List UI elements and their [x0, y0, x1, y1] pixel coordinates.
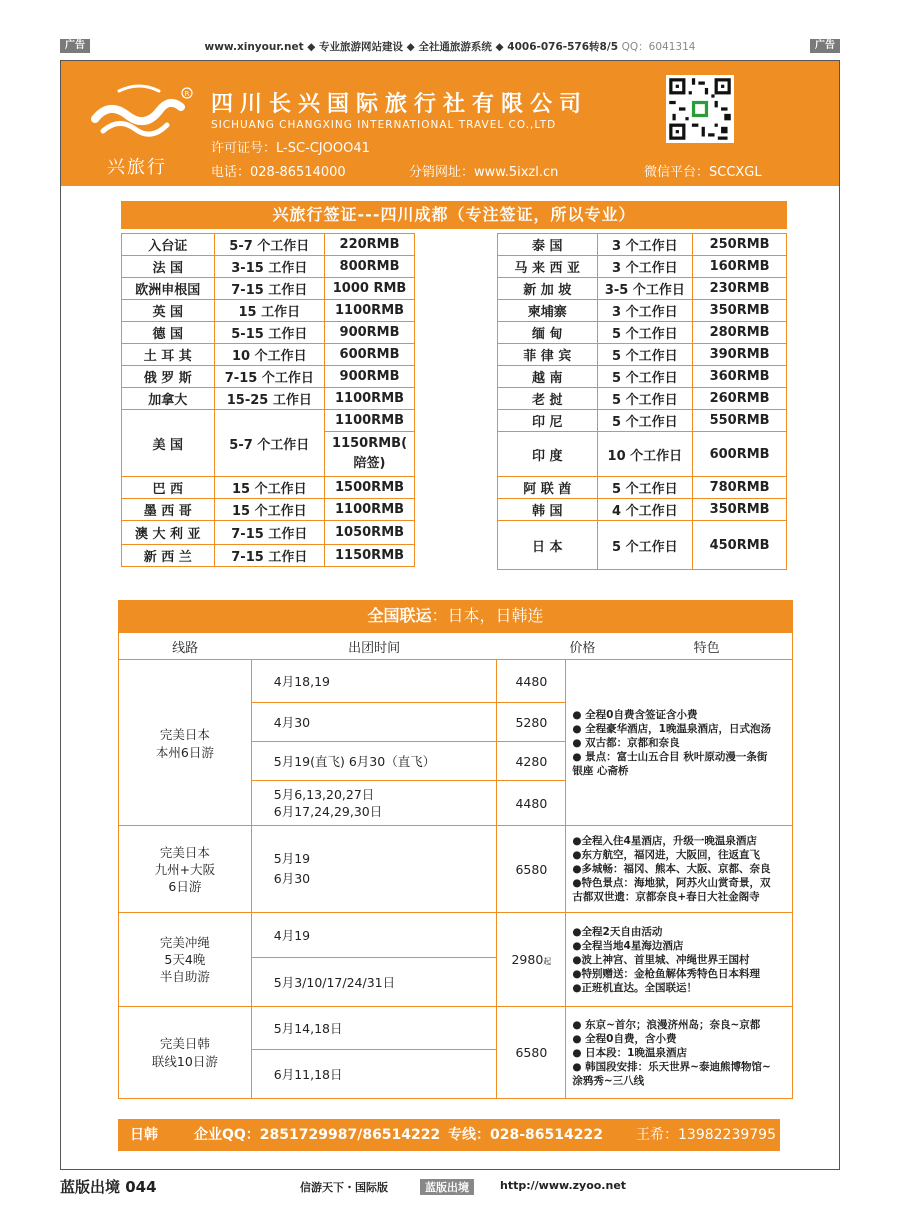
tour-name-line: 6日游 [168, 878, 202, 894]
visa-price: 1100RMB [325, 410, 415, 432]
visa-country: 新 加 坡 [498, 278, 598, 300]
qr-code-icon [666, 75, 734, 143]
tour-features [566, 660, 793, 826]
tour-name [119, 913, 252, 1007]
visa-price: 780RMB [693, 477, 787, 499]
tour-name [119, 660, 252, 826]
contact-bar [118, 1119, 780, 1151]
tour-name-line: 完美日本 [159, 844, 210, 860]
tour-date-line: 6月30 [273, 871, 311, 886]
tour-price-value: 2980 [511, 952, 544, 967]
visa-days: 7-15 个工作日 [214, 366, 325, 388]
feature-line: ● 全程豪华酒店，1晚温泉酒店，日式泡汤 [572, 722, 771, 735]
visa-days: 3 个工作日 [597, 256, 693, 278]
visa-price: 1100RMB [325, 499, 415, 521]
visa-price: 550RMB [693, 410, 787, 432]
visa-price: 160RMB [693, 256, 787, 278]
visa-days: 7-15 工作日 [214, 545, 325, 567]
feature-line: 涂鸦秀~三八线 [572, 1074, 645, 1087]
tour-row [119, 826, 793, 913]
feature-line: ●波上神宫、首里城、冲绳世界王国村 [572, 953, 750, 966]
company-name-en: SICHUANG CHANGXING INTERNATIONAL TRAVEL CO.,LTD [211, 119, 557, 131]
license-number: 许可证号：L-SC-CJOOO41 [211, 141, 370, 156]
visa-price-line: 陪签) [353, 456, 386, 471]
tour-date: 4月19 [251, 913, 497, 958]
visa-row [498, 521, 787, 570]
feature-line: ● 双古都：京都和奈良 [572, 736, 680, 749]
visa-row [122, 499, 415, 521]
visa-row [498, 477, 787, 499]
tour-name-line: 半自助游 [159, 969, 210, 984]
visa-country: 俄 罗 斯 [122, 366, 215, 388]
visa-days: 5-7 个工作日 [214, 234, 325, 256]
tour-name-line: 九州+大阪 [154, 861, 216, 877]
feature-line: ●特别赠送：金枪鱼解体秀特色日本料理 [572, 967, 761, 980]
feature-line: ●多城畅：福冈、熊本、大阪、京都、奈良 [572, 863, 771, 875]
visa-country: 印 度 [498, 432, 598, 477]
visa-country: 印 尼 [498, 410, 598, 432]
tour-price-suffix: 起 [543, 957, 552, 966]
tour-date: 6月11,18日 [251, 1050, 497, 1099]
visa-row [122, 278, 415, 300]
header-dates: 出团时间 [251, 633, 497, 660]
visa-price: 1000 RMB [325, 278, 415, 300]
visa-row [498, 366, 787, 388]
visa-country: 美 国 [122, 410, 215, 477]
visa-price: 450RMB [693, 521, 787, 570]
tour-price: 6580 [497, 826, 566, 913]
tours-table [118, 632, 793, 1099]
visa-row [122, 344, 415, 366]
visa-price: 1150RMB [325, 545, 415, 567]
visa-row [122, 322, 415, 344]
visa-row [122, 410, 415, 432]
tour-features [566, 1007, 793, 1099]
feature-line: ● 东京~首尔；浪漫济州岛；奈良~京都 [572, 1018, 761, 1031]
visa-price: 230RMB [693, 278, 787, 300]
tour-name-line: 完美冲绳 [159, 935, 210, 950]
visa-country: 欧洲申根国 [122, 278, 215, 300]
visa-country: 澳 大 利 亚 [122, 521, 215, 545]
feature-line: ●特色景点：海地狱，阿苏火山赏奇景，双 [572, 877, 771, 889]
tour-price: 4480 [497, 781, 566, 826]
tour-date: 5月14,18日 [251, 1007, 497, 1050]
contact-qq: 企业QQ：2851729987/86514222 [194, 1127, 441, 1143]
visa-days: 7-15 工作日 [214, 521, 325, 545]
visa-country: 巴 西 [122, 477, 215, 499]
company-name-cn: 四川长兴国际旅行社有限公司 [211, 92, 589, 117]
visa-days: 5 个工作日 [597, 366, 693, 388]
visa-days: 5 个工作日 [597, 410, 693, 432]
tour-row [119, 1007, 793, 1050]
visa-country: 马 来 西 亚 [498, 256, 598, 278]
top-ad-text: www.xinyour.net ◆ 专业旅游网站建设 ◆ 全社通旅游系统 ◆ 4006-076-576转8/5 [204, 41, 618, 53]
visa-price: 390RMB [693, 344, 787, 366]
tour-features [566, 826, 793, 913]
feature-line: ● 全程0自费含签证含小费 [572, 708, 698, 721]
feature-line: ● 韩国段安排：乐天世界~泰迪熊博物馆~ [572, 1060, 771, 1073]
tour-name-line: 完美日本 [159, 726, 210, 742]
visa-country: 加拿大 [122, 388, 215, 410]
visa-price: 350RMB [693, 499, 787, 521]
visa-country: 越 南 [498, 366, 598, 388]
visa-price: 220RMB [325, 234, 415, 256]
visa-days: 5 个工作日 [597, 388, 693, 410]
feature-line: ● 日本段：1晚温泉酒店 [572, 1046, 687, 1059]
tour-name-line: 本州6日游 [155, 744, 214, 760]
visa-days: 3 个工作日 [597, 300, 693, 322]
visa-row [122, 300, 415, 322]
visa-days: 3-15 工作日 [214, 256, 325, 278]
visa-days: 5-7 个工作日 [214, 410, 325, 477]
feature-line: ●全程入住4星酒店，升级一晚温泉酒店 [572, 835, 757, 847]
tours-section-title [118, 600, 793, 632]
svg-text:R: R [184, 90, 190, 98]
tour-name-line: 完美日韩 [159, 1035, 210, 1051]
visa-country: 法 国 [122, 256, 215, 278]
footer-badge: 蓝版出境 [420, 1179, 474, 1195]
top-ad-bar [60, 38, 840, 56]
visa-country: 日 本 [498, 521, 598, 570]
visa-row [122, 521, 415, 545]
brand-name: 兴旅行 [107, 157, 167, 178]
visa-row [498, 322, 787, 344]
feature-line: ●东方航空，福冈进，大阪回，往返直飞 [572, 849, 761, 861]
tours-title-bold: 全国联运 [367, 606, 432, 625]
visa-country: 柬埔寨 [498, 300, 598, 322]
contact-label: 日韩 [130, 1127, 158, 1143]
tour-price: 5280 [497, 703, 566, 742]
contact-person: 王希：13982239795 [636, 1127, 776, 1143]
header-route: 线路 [119, 633, 252, 660]
company-header [61, 61, 839, 186]
tours-header-row [119, 633, 793, 660]
header-price-feature [497, 633, 793, 660]
ad-frame [60, 60, 840, 1170]
visa-country: 泰 国 [498, 234, 598, 256]
visa-days: 4 个工作日 [597, 499, 693, 521]
feature-line: 银座 心斋桥 [572, 764, 629, 777]
visa-price: 280RMB [693, 322, 787, 344]
visa-days: 3 个工作日 [597, 234, 693, 256]
visa-row [122, 545, 415, 567]
visa-price: 600RMB [693, 432, 787, 477]
visa-days: 5 个工作日 [597, 477, 693, 499]
visa-price: 600RMB [325, 344, 415, 366]
visa-days: 10 个工作日 [597, 432, 693, 477]
visa-country: 英 国 [122, 300, 215, 322]
ad-tag-left: 广告 [60, 39, 90, 53]
tour-price: 6580 [497, 1007, 566, 1099]
tour-name-line: 联线10日游 [151, 1053, 218, 1069]
visa-days: 5 个工作日 [597, 521, 693, 570]
feature-line: ● 全程0自费，含小费 [572, 1032, 677, 1045]
visa-price: 1100RMB [325, 388, 415, 410]
contact-hotline: 专线：028-86514222 [448, 1127, 603, 1143]
visa-days: 15 工作日 [214, 300, 325, 322]
top-ad-qq: QQ：6041314 [621, 41, 696, 53]
visa-price: 1050RMB [325, 521, 415, 545]
visa-country: 韩 国 [498, 499, 598, 521]
visa-price [325, 432, 415, 477]
visa-country: 缅 甸 [498, 322, 598, 344]
phone-number: 电话：028-86514000 [211, 165, 346, 180]
tour-price [497, 913, 566, 1007]
visa-days: 15-25 工作日 [214, 388, 325, 410]
visa-row [498, 256, 787, 278]
wave-logo-icon [89, 81, 199, 151]
footer-slogan: 信游天下・国际版 [300, 1181, 388, 1194]
visa-price: 350RMB [693, 300, 787, 322]
tour-date: 5月3/10/17/24/31日 [251, 958, 497, 1007]
tour-date: 5月19(直飞) 6月30（直飞） [251, 742, 497, 781]
page-label: 蓝版出境 044 [60, 1178, 157, 1196]
visa-table-right [497, 233, 787, 570]
tour-row [119, 660, 793, 703]
tour-date-line: 6月17,24,29,30日 [273, 804, 383, 819]
feature-line: 古都双世遗：京都奈良+春日大社金阁寺 [572, 891, 760, 903]
tour-name [119, 1007, 252, 1099]
tour-date: 4月30 [251, 703, 497, 742]
visa-country: 土 耳 其 [122, 344, 215, 366]
visa-days: 10 个工作日 [214, 344, 325, 366]
visa-days: 7-15 工作日 [214, 278, 325, 300]
visa-row [498, 300, 787, 322]
visa-price: 250RMB [693, 234, 787, 256]
tour-features [566, 913, 793, 1007]
visa-row [122, 366, 415, 388]
visa-days: 15 个工作日 [214, 477, 325, 499]
visa-table-left [121, 233, 415, 567]
visa-country: 菲 律 宾 [498, 344, 598, 366]
visa-days: 5-15 工作日 [214, 322, 325, 344]
visa-row [122, 256, 415, 278]
visa-days: 5 个工作日 [597, 322, 693, 344]
visa-section-title: 兴旅行签证---四川成都（专注签证，所以专业） [121, 201, 787, 229]
distribution-url: 分销网址：www.5ixzl.cn [409, 165, 559, 180]
visa-row [122, 234, 415, 256]
tour-name [119, 826, 252, 913]
tour-date [251, 826, 497, 913]
visa-row [122, 477, 415, 499]
visa-row [498, 499, 787, 521]
feature-line: ●全程2天自由活动 [572, 925, 663, 938]
visa-price: 1500RMB [325, 477, 415, 499]
wechat-account: 微信平台：SCCXGL [644, 165, 762, 180]
visa-country: 德 国 [122, 322, 215, 344]
visa-row [498, 344, 787, 366]
tour-name-line: 5天4晚 [164, 952, 206, 967]
visa-price: 900RMB [325, 366, 415, 388]
visa-row [498, 410, 787, 432]
visa-price: 260RMB [693, 388, 787, 410]
tour-date-line: 5月6,13,20,27日 [273, 787, 375, 802]
visa-row [122, 388, 415, 410]
footer-url[interactable]: http://www.zyoo.net [500, 1179, 627, 1192]
visa-price: 900RMB [325, 322, 415, 344]
ad-tag-right: 广告 [810, 39, 840, 53]
tour-date [251, 781, 497, 826]
visa-row [498, 388, 787, 410]
visa-country: 新 西 兰 [122, 545, 215, 567]
feature-line: ● 景点：富士山五合目 秋叶原动漫一条街 [572, 750, 768, 763]
feature-line: ●全程当地4星海边酒店 [572, 939, 684, 952]
visa-row [498, 234, 787, 256]
tour-price: 4480 [497, 660, 566, 703]
visa-days: 5 个工作日 [597, 344, 693, 366]
visa-row [498, 432, 787, 477]
page-footer [60, 1176, 840, 1198]
visa-country: 入台证 [122, 234, 215, 256]
tour-price: 4280 [497, 742, 566, 781]
visa-price-line: 1150RMB( [332, 436, 408, 451]
tour-date-line: 5月19 [273, 851, 311, 866]
visa-days: 3-5 个工作日 [597, 278, 693, 300]
visa-price: 1100RMB [325, 300, 415, 322]
tours-title-rest: ：日本，日韩连 [431, 606, 544, 625]
visa-price: 360RMB [693, 366, 787, 388]
tour-date: 4月18,19 [251, 660, 497, 703]
visa-country: 老 挝 [498, 388, 598, 410]
header-feature: 特色 [693, 640, 720, 656]
feature-line: ●正班机直达。全国联运！ [572, 981, 698, 994]
visa-price: 800RMB [325, 256, 415, 278]
visa-country: 墨 西 哥 [122, 499, 215, 521]
tour-row [119, 913, 793, 958]
visa-row [498, 278, 787, 300]
visa-days: 15 个工作日 [214, 499, 325, 521]
header-price: 价格 [569, 640, 596, 656]
top-ad-line [60, 39, 840, 54]
visa-country: 阿 联 酋 [498, 477, 598, 499]
